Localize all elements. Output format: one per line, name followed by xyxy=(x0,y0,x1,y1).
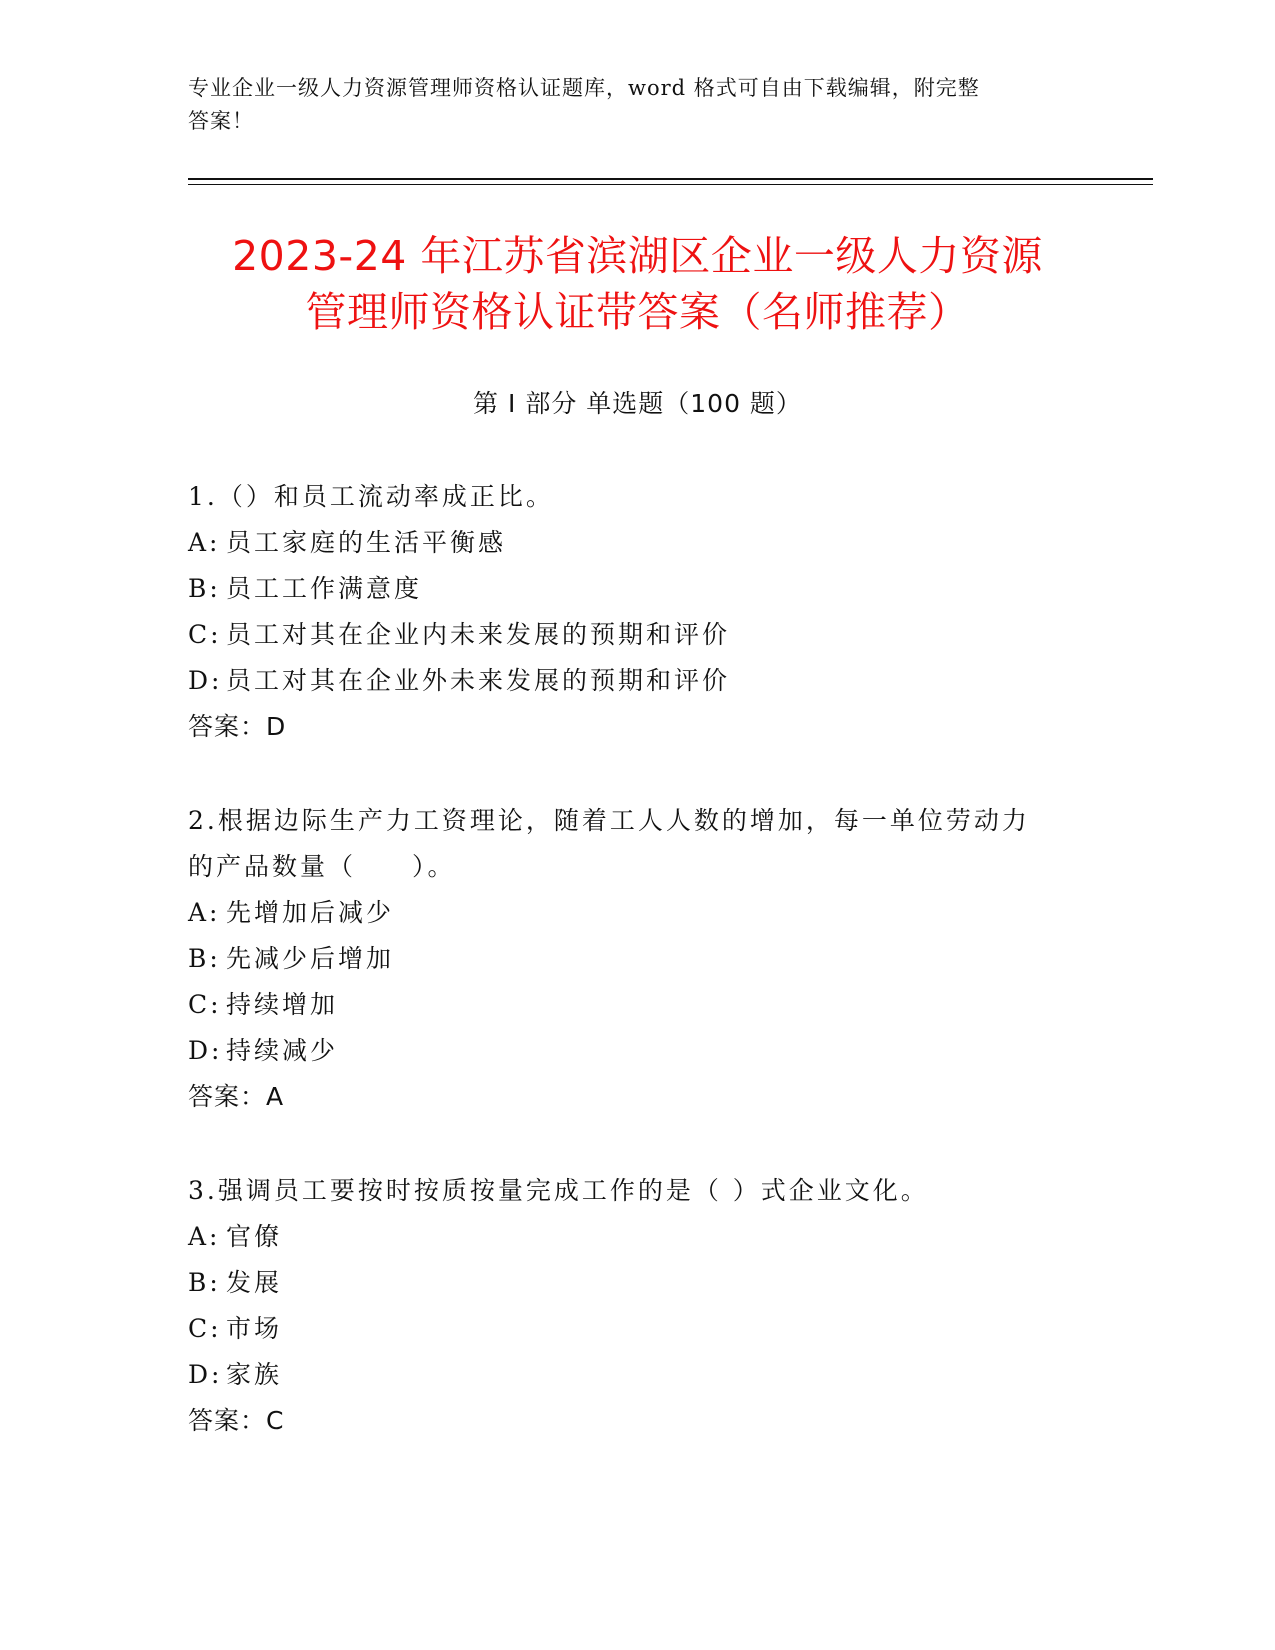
option-letter: B: xyxy=(188,574,221,603)
option-letter: B: xyxy=(188,944,221,973)
option-letter: A: xyxy=(188,528,221,557)
answer-line: 答案：D xyxy=(188,712,287,741)
option-text: 持续减少 xyxy=(226,1036,339,1065)
option-text: 市场 xyxy=(226,1314,283,1343)
question-list xyxy=(188,474,1088,1492)
option-a xyxy=(188,890,1088,936)
option-a xyxy=(188,520,1088,566)
header-note-line: 专业企业一级人力资源管理师资格认证题库，word 格式可自由下载编辑，附完整 xyxy=(188,76,980,100)
header-note xyxy=(188,72,1088,138)
option-b xyxy=(188,566,1088,612)
header-divider-thick xyxy=(188,178,1153,180)
option-letter: D: xyxy=(188,1360,223,1389)
answer-line: 答案：C xyxy=(188,1406,285,1435)
question-stem: 2.根据边际生产力工资理论，随着工人人数的增加，每一单位劳动力 xyxy=(188,806,1030,835)
option-text: 先减少后增加 xyxy=(226,944,395,973)
question-stem: 1.（）和员工流动率成正比。 xyxy=(188,482,554,511)
option-text: 先增加后减少 xyxy=(226,898,395,927)
option-text: 员工对其在企业外未来发展的预期和评价 xyxy=(226,666,731,695)
option-c xyxy=(188,1306,1088,1352)
option-text: 员工家庭的生活平衡感 xyxy=(226,528,507,557)
question-stem: 3.强调员工要按时按质按量完成工作的是（ ）式企业文化。 xyxy=(188,1176,929,1205)
option-b xyxy=(188,1260,1088,1306)
option-text: 员工对其在企业内未来发展的预期和评价 xyxy=(226,620,731,649)
header-note-line: 答案！ xyxy=(188,109,254,133)
option-d xyxy=(188,1352,1088,1398)
document-title xyxy=(160,228,1115,340)
answer-line: 答案：A xyxy=(188,1082,285,1111)
option-c xyxy=(188,612,1088,658)
option-letter: C: xyxy=(188,620,222,649)
option-letter: D: xyxy=(188,1036,223,1065)
option-text: 官僚 xyxy=(226,1222,283,1251)
document-title-line: 2023-24 年江苏省滨湖区企业一级人力资源 xyxy=(232,232,1043,280)
option-letter: A: xyxy=(188,1222,221,1251)
header-divider-thin xyxy=(188,184,1153,185)
option-letter: D: xyxy=(188,666,223,695)
question-stem-continued: 的产品数量（ ）。 xyxy=(188,852,456,881)
option-c xyxy=(188,982,1088,1028)
option-b xyxy=(188,936,1088,982)
option-letter: A: xyxy=(188,898,221,927)
option-letter: C: xyxy=(188,990,222,1019)
document-title-line: 管理师资格认证带答案（名师推荐） xyxy=(305,288,970,336)
option-text: 发展 xyxy=(226,1268,283,1297)
question-item xyxy=(188,1168,1088,1444)
section-heading: 第 I 部分 单选题（100 题） xyxy=(473,389,802,418)
option-d xyxy=(188,1028,1088,1074)
option-text: 家族 xyxy=(226,1360,283,1389)
question-item xyxy=(188,474,1088,750)
option-text: 员工工作满意度 xyxy=(226,574,423,603)
question-item xyxy=(188,798,1088,1120)
option-d xyxy=(188,658,1088,704)
option-text: 持续增加 xyxy=(226,990,339,1019)
option-letter: C: xyxy=(188,1314,222,1343)
option-a xyxy=(188,1214,1088,1260)
option-letter: B: xyxy=(188,1268,221,1297)
